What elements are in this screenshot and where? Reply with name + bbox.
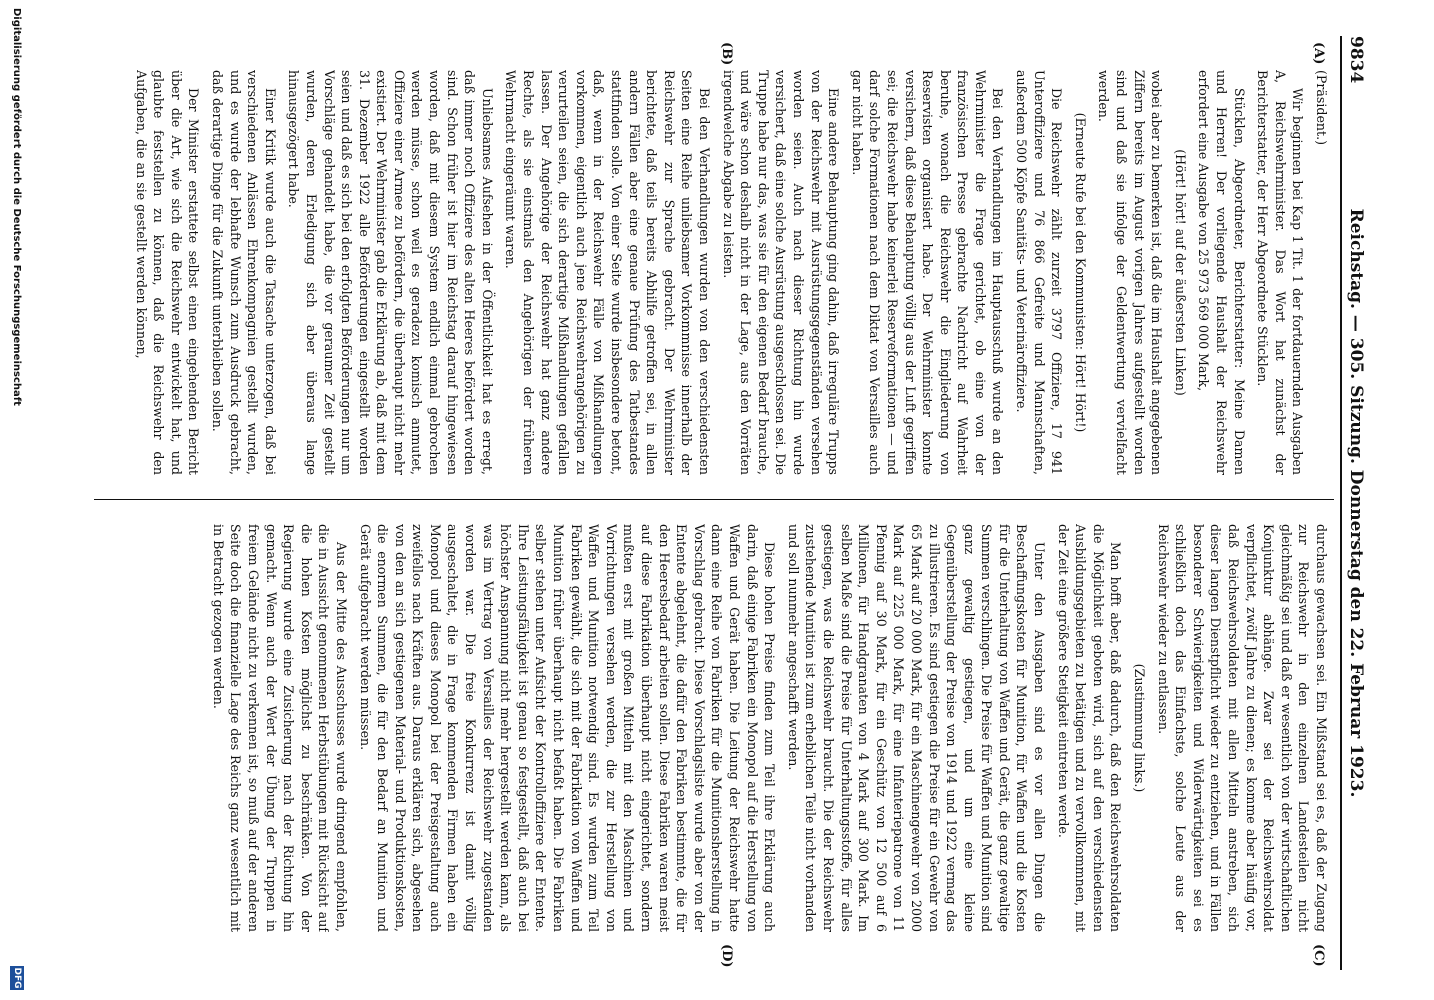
paragraph: Die Reichswehr zählt zurzeit 3797 Offiziere, 17 941 Unteroffiziere und 76 866 Gefreite und Mannschaften, außerdem 500 Köpfe Sanitäts- und Veterinäroffiziere. bbox=[1014, 70, 1065, 475]
paragraph: Der Minister erstattete selbst einen eingehenden Bericht über die Art, wie sich die Reichswehr entwickelt hat, und glaubte feststellen zu können, daß die Reichswehr den Aufgaben, die an sie gestellt werden können, bbox=[133, 70, 202, 475]
margin-mark-a: (A) bbox=[1311, 42, 1326, 65]
margin-mark-b: (B) bbox=[719, 42, 734, 66]
interjection: (Zustimmung links.) bbox=[1132, 663, 1148, 793]
margin-mark-c: (C) bbox=[1311, 944, 1326, 967]
interjection: (Erneute Rufe bei den Kommunisten: Hört! Hört!) bbox=[1072, 112, 1088, 433]
paragraph: Stücklen, Abgeordneter, Berichterstatter: Meine Damen und Herren! Der vorliegende Haushalt der Reichswehr erfordert eine Ausgabe von 25 973 569 000 Mark, bbox=[1196, 70, 1247, 475]
paragraph: wobei aber zu bemerken ist, daß die im Haushalt angegebenen Ziffern bereits im August vorigen Jahres aufgestellt worden sind und daß sie infolge der Geldentwertung vervielfacht werden. bbox=[1096, 70, 1165, 475]
page-number: 9834 bbox=[1346, 36, 1366, 84]
paragraph: Man hofft aber, daß dadurch, daß den Reichswehrsoldaten die Möglichkeit geboten wird, sich auf den verschiedensten Ausbildungsgebieten zu betätigen und zu vervollkommnen, mit der Zeit eine größere Stetigkeit eintreten werde. bbox=[1055, 524, 1124, 932]
dfg-logo: DFG bbox=[12, 967, 22, 989]
paragraph: Bei den Verhandlungen im Hauptausschuß wurde an den Wehrminister die Frage gerichtet, ob eine von der französischen Presse gebrachte Nachricht auf Wahrheit beruhe, wonach die Reichswehr die Eingliederung von Reservisten organisiert habe. Der Wehrminister konnte versichern, daß diese Behauptung völlig aus der Luft gegriffen sei; die Reichswehr habe keinerlei Reserveformationen — und darf solche Formationen nach dem Diktat von Versailles auch gar nicht haben. bbox=[849, 70, 1006, 475]
speaker-label: (Präsident.) bbox=[1314, 70, 1329, 146]
footer bbox=[6, 0, 24, 1000]
paragraph: durchaus gewachsen sei. Ein Mißstand sei es, daß der Zugang zur Reichswehr in den einzelnen Landesteilen nicht gleichmäßig sei und daß er wesentlich von der wirtschaftlichen Konjunktur abhänge. Zwar sei der Reichswehrsoldat verpflichtet, zwölf Jahre zu dienen; es komme aber häufig vor, daß Reichswehrsoldaten mit allen Mitteln anstreben, sich dieser langen Dienstpflicht wieder zu entziehen, und in Fällen besonderer Schwierigkeiten und Widerwärtigkeiten sei es schließlich doch das Einfachste, solche Leute aus der Reichswehr wieder zu entlassen. bbox=[1155, 524, 1329, 932]
page-header bbox=[1340, 36, 1376, 970]
right-column bbox=[90, 524, 1330, 932]
margin-mark-d: (D) bbox=[719, 944, 734, 968]
paragraph: Einer Kritik wurde auch die Tatsache unterzogen, daß bei verschiedenen Anlässen Ehrenkompagnien gestellt wurden, und es wurde der lebhafte Wunsch zum Ausdruck gebracht, daß derartige Dinge für die Zukunft unterbleiben sollen. bbox=[209, 70, 278, 475]
column-divider bbox=[94, 499, 1334, 500]
interjection: (Hört! hört! auf der äußersten Linken) bbox=[1172, 149, 1188, 396]
paragraph: Aus der Mitte des Ausschusses wurde dringend empfohlen, die in Aussicht genommenen Herbstübungen mit Rücksicht auf die hohen Kosten möglichst zu beschränken. Von der Regierung wurde eine Zusicherung nach der Richtung hin gemacht. Wenn auch der Wert der Übung der Truppen in freiem Gelände nicht zu verkennen ist, so muß auf der anderen Seite doch die finanzielle Lage des Reichs ganz wesentlich mit in Betracht gezogen werden. bbox=[210, 524, 349, 932]
paragraph: Wir beginnen bei Kap 1 Tit. 1 der fortdauernden Ausgaben A, Reichswehrminister. Das Wort hat zunächst der Berichterstatter, der Herr Abgeordnete Stücklen. bbox=[1255, 70, 1306, 475]
page-title: Reichstag. — 305. Sitzung. Donnerstag den 22. Februar 1923. bbox=[1346, 208, 1366, 798]
paragraph: Eine andere Behauptung ging dahin, daß irreguläre Trupps von der Reichswehr mit Ausrüstungsgegenständen versehen worden seien. Auch nach dieser Richtung hin wurde versichert, daß eine solche Ausrüstung ausgeschlossen sei. Die Truppe habe nur das, was sie für den eigenen Bedarf brauche, und wäre schon deshalb nicht in der Lage, aus den Vorräten irgendwelche Abgabe zu leisten. bbox=[720, 70, 842, 475]
paragraph: Diese hohen Preise finden zum Teil ihre Erklärung auch darin, daß einige Fabriken ein Monopol auf die Herstellung von Waffen und Gerät haben. Die Leitung der Reichswehr hatte dann eine Reihe von Fabriken für die Munitionsherstellung in Vorschlag gebracht. Diese Vorschlagsliste wurde aber von der Entente abgelehnt, die dafür den Fabriken bestimmte, die für den Heeresbedarf arbeiten sollen. Diese Fabriken waren meist auf diese Fabrikation überhaupt nicht eingerichtet, sondern mußten erst mit großen Mitteln mit den Maschinen und Vorrichtungen versehen werden, die zur Herstellung von Waffen und Munition notwendig sind. Es wurden zum Teil Fabriken gewählt, die sich mit der Fabrikation von Waffen und Munition früher überhaupt nicht befaßt haben. Die Fabriken selber stehen unter Aufsicht der Kontrolloffiziere der Entente. Ihre Leistungsfähigkeit ist genau so festgestellt, daß auch bei höchster Anspannung nicht mehr hergestellt werden kann, als was im Vertrag von Versailles der Reichswehr zugestanden worden war. Die freie Konkurrenz ist damit völlig ausgeschaltet, die in Frage kommenden Firmen haben ein Monopol und dieses Monopol bei der Preisgestaltung auch zweifellos nach Kräften aus. Daraus erklären sich, abgesehen von den an sich gestiegenen Material- und Produktionskosten, die enormen Summen, die für den Bedarf an Munition und Gerät aufgebracht werden müssen. bbox=[357, 524, 778, 932]
paragraph: Unter den Ausgaben sind es vor allen Dingen die Beschaffungskosten für Munition, für Waffen und die Kosten für die Unterhaltung von Waffen und Gerät, die ganz gewaltige Summen verschlingen. Die Preise für Waffen und Munition sind ganz gewaltig gestiegen, und um eine kleine Gegenüberstellung der Preise von 1914 und 1922 vermag das zu illustrieren. Es sind gestiegen die Preise für ein Gewehr von 65 Mark auf 20 000 Mark, für ein Maschinengewehr von 2000 Mark auf 225 000 Mark, für eine Infanteriepatrone von 11 Pfennig auf 30 Mark, für ein Geschütz von 12 500 auf 6 Millionen, für Handgranaten von 4 Mark auf 300 Mark. Im selben Maße sind die Preise für Unterhaltungsstoffe, für alles gestiegen, was die Reichswehr braucht. Die der Reichswehr zustehende Munition ist zum erheblichen Teile nicht vorhanden und soll nunmehr angeschafft werden. bbox=[785, 524, 1048, 932]
paragraph: Unliebsames Aufsehen in der Öffentlichkeit hat es erregt, daß immer noch Offiziere des alten Heeres befördert worden sind. Schon früher ist hier im Reichstag darauf hingewiesen worden, daß mit diesem System endlich einmal gebrochen werden müsse, schon weil es geradezu komisch anmutet, Offiziere einer Armee zu befördern, die überhaupt nicht mehr existiert. Der Wehrminister gab die Erklärung ab, daß mit dem 31. Dezember 1922 alle Beförderungen eingestellt worden seien und daß es sich bei den erfolgten Beförderungen nur um Vorschläge gehandelt habe, die vor geraumer Zeit gestellt wurden, deren Erledigung sich aber überaus lange hinausgezögert habe. bbox=[286, 70, 495, 475]
left-column bbox=[90, 70, 1330, 475]
funding-note: Digitalisierung gefördert durch die Deutsche Forschungsgemeinschaft bbox=[11, 8, 22, 406]
paragraph: Bei den Verhandlungen wurden von den verschiedensten Seiten eine Reihe unliebsamer Vorkommnisse innerhalb der Reichswehr zur Sprache gebracht. Der Wehrminister berichtete, daß teils bereits Abhilfe getroffen sei, in allen andern Fällen aber eine genaue Prüfung des Tatbestandes stattfinden solle. Von einer Seite wurde insbesondere betont, daß, wenn in der Reichswehr Fälle von Mißhandlungen vorkommen, eigentlich auch jene Reichswehrangehörigen zu verurteilen seien, die sich derartige Mißhandlungen gefallen lassen. Der Angehörige der Reichswehr hat ganz andere Rechte, als sie einstmals den Angehörigen der früheren Wehrmacht eingeräumt waren. bbox=[503, 70, 712, 475]
